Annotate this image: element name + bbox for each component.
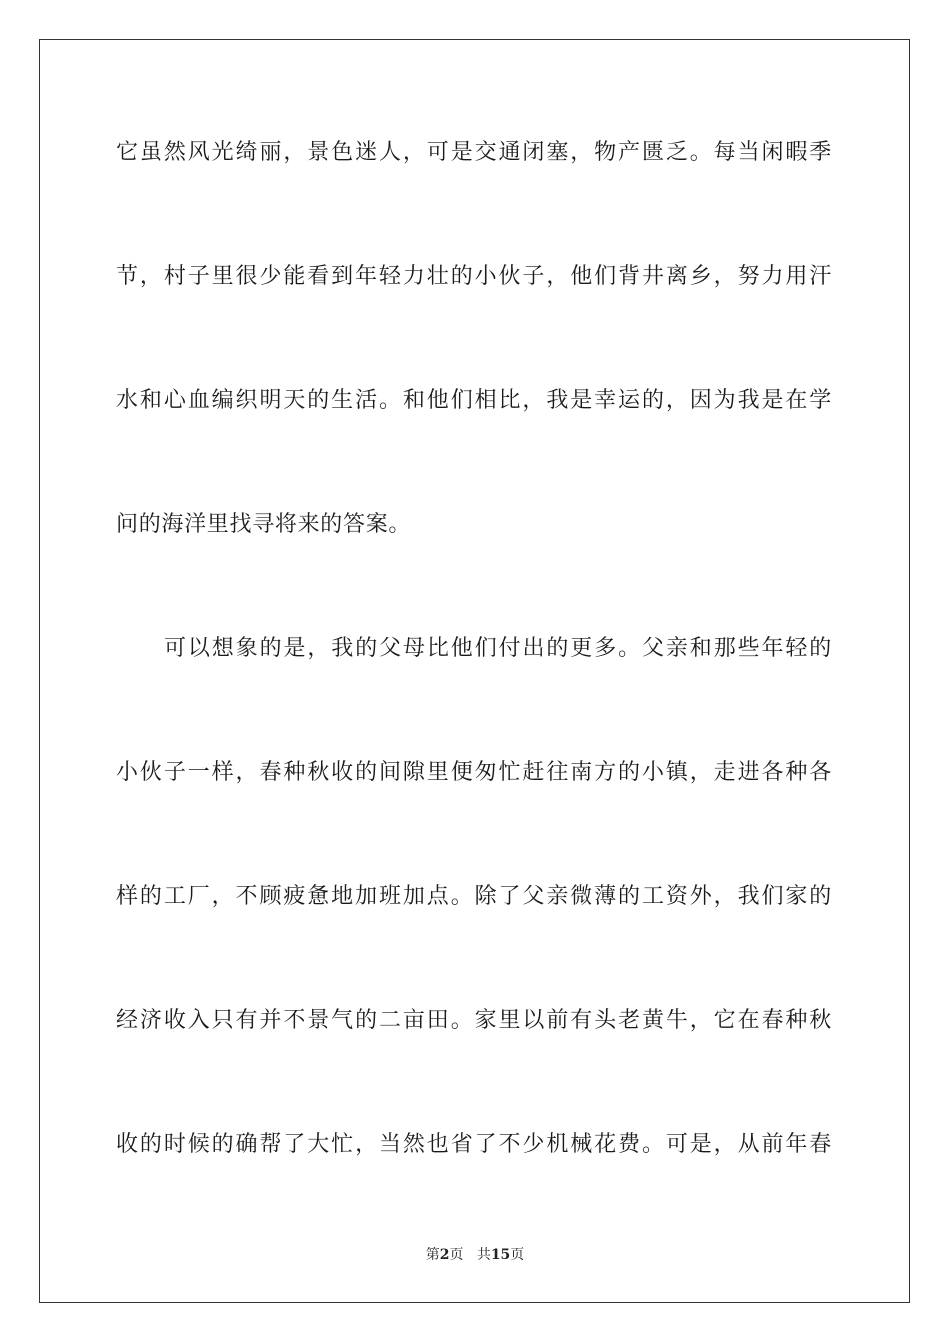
total-suffix: 页: [510, 1247, 525, 1263]
total-prefix: 共: [476, 1247, 491, 1263]
text-line: 节，村子里很少能看到年轻力壮的小伙子，他们背井离乡，努力用汗: [116, 264, 832, 289]
text-line: 水和心血编织明天的生活。和他们相比，我是幸运的，因为我是在学: [116, 388, 832, 413]
page-suffix: 页: [449, 1247, 464, 1263]
text-line: 经济收入只有并不景气的二亩田。家里以前有头老黄牛，它在春种秋: [116, 1008, 832, 1033]
paragraph-start-line: 可以想象的是，我的父母比他们付出的更多。父亲和那些年轻的: [164, 636, 832, 661]
text-line: 问的海洋里找寻将来的答案。: [116, 512, 412, 537]
text-line: 收的时候的确帮了大忙，当然也省了不少机械花费。可是，从前年春: [116, 1132, 832, 1157]
page-number: 2: [439, 1247, 450, 1263]
total-pages: 15: [490, 1247, 511, 1263]
text-line: 小伙子一样，春种秋收的间隙里便匆忙赶往南方的小镇，走进各种各: [116, 760, 832, 785]
page-footer: [0, 1246, 950, 1264]
page-border: [39, 39, 910, 1303]
text-line: 它虽然风光绮丽，景色迷人，可是交通闭塞，物产匮乏。每当闲暇季: [116, 140, 832, 165]
text-line: 样的工厂，不顾疲惫地加班加点。除了父亲微薄的工资外，我们家的: [116, 884, 832, 909]
page-prefix: 第: [425, 1247, 440, 1263]
